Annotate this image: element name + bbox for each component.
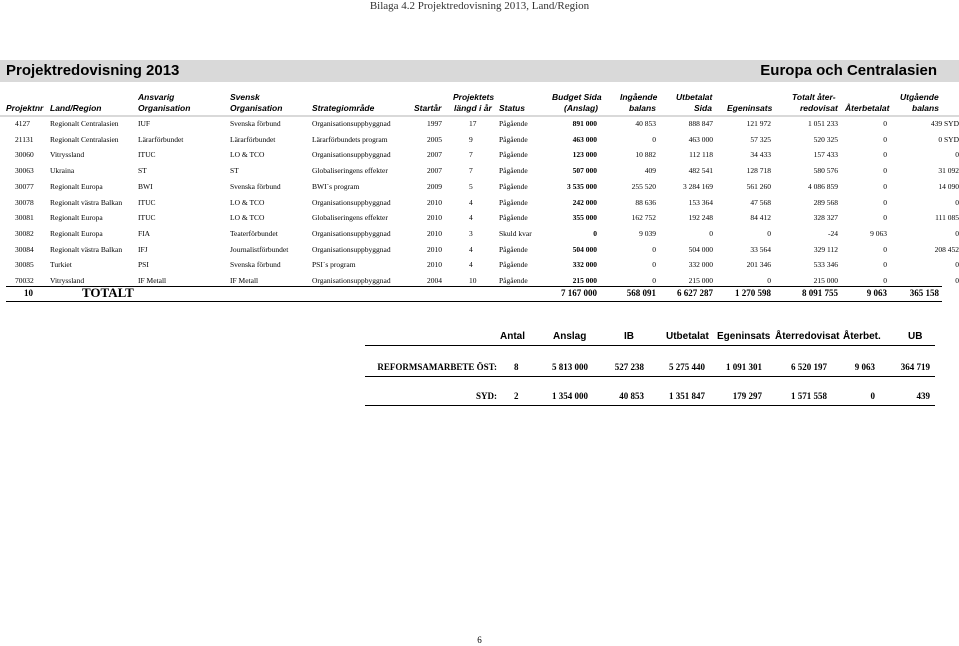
- cell-startar: 2010: [427, 260, 442, 270]
- cell-land-region: Regionalt Centralasien: [50, 119, 119, 128]
- header-strategiomrade: Strategiområde: [312, 103, 375, 113]
- header-totalt-2: redovisat: [800, 103, 838, 113]
- cell-svensk-organisation: IF Metall: [230, 276, 259, 285]
- cell-egeninsats: 201 346: [746, 260, 771, 270]
- total-utbetalat: 6 627 287: [677, 288, 713, 298]
- region-title: Europa och Centralasien: [760, 62, 937, 79]
- cell-strategiomrade: Globaliseringens effekter: [312, 166, 388, 176]
- cell-totalt-aterredovisat: 520 325: [813, 134, 838, 144]
- cell-budget: 463 000: [572, 134, 597, 144]
- cell-utgaende-balans: 0: [955, 150, 959, 160]
- cell-utbetalat: 888 847: [688, 119, 713, 128]
- cell-ansvarig: ITUC: [138, 150, 156, 160]
- summary-header-ib: IB: [624, 331, 634, 342]
- cell-ingaende-balans: 88 636: [635, 197, 656, 207]
- cell-svensk-organisation: Svenska förbund: [230, 181, 281, 191]
- summary-divider-middle: [365, 376, 935, 377]
- cell-projektnr: 30081: [15, 213, 34, 223]
- cell-langd: 3: [469, 228, 473, 238]
- cell-status: Pågående: [499, 166, 528, 176]
- cell-land-region: Regionalt Europa: [50, 228, 103, 238]
- header-projektnr: Projektnr: [6, 103, 44, 113]
- cell-egeninsats: 84 412: [750, 213, 771, 223]
- summary-header-aterbet: Återbet.: [843, 331, 881, 342]
- summary-header-egeninsats: Egeninsats: [717, 331, 771, 342]
- cell-svensk-organisation: ST: [230, 166, 239, 176]
- reform-egeninsats: 1 091 301: [726, 362, 762, 372]
- cell-projektnr: 30060: [15, 150, 34, 160]
- syd-anslag: 1 354 000: [552, 391, 588, 401]
- reform-utbetalat: 5 275 440: [669, 362, 705, 372]
- cell-ingaende-balans: 0: [652, 134, 656, 144]
- cell-budget: 504 000: [572, 244, 597, 254]
- cell-egeninsats: 121 972: [746, 119, 771, 128]
- cell-svensk-organisation: Svenska förbund: [230, 260, 281, 270]
- cell-ingaende-balans: 0: [652, 276, 656, 285]
- cell-ingaende-balans: 0: [652, 260, 656, 270]
- header-status: Status: [499, 103, 525, 113]
- cell-aterbetalat: 0: [883, 134, 887, 144]
- cell-startar: 2007: [427, 166, 442, 176]
- reform-aterredovisat: 6 520 197: [791, 362, 827, 372]
- header-land-region: Land/Region: [50, 103, 102, 113]
- summary-header-aterredovisat: Återredovisat: [775, 331, 840, 342]
- cell-ingaende-balans: 10 882: [635, 150, 656, 160]
- cell-projektnr: 30077: [15, 181, 34, 191]
- cell-utgaende-balans: 111 085: [935, 213, 959, 223]
- cell-egeninsats: 33 564: [750, 244, 771, 254]
- cell-totalt-aterredovisat: 157 433: [813, 150, 838, 160]
- cell-utgaende-balans: 0: [955, 228, 959, 238]
- cell-projektnr: 21131: [15, 134, 34, 144]
- cell-utbetalat: 112 118: [689, 150, 713, 160]
- header-utbetalat-2: Sida: [694, 103, 712, 113]
- cell-totalt-aterredovisat: 580 576: [813, 166, 838, 176]
- cell-strategiomrade: PSI´s program: [312, 260, 356, 270]
- cell-aterbetalat: 9 063: [870, 228, 887, 238]
- reform-anslag: 5 813 000: [552, 362, 588, 372]
- cell-startar: 2010: [427, 197, 442, 207]
- cell-utgaende-balans: 208 452: [934, 244, 959, 254]
- cell-land-region: Ukraina: [50, 166, 75, 176]
- cell-totalt-aterredovisat: 533 346: [813, 260, 838, 270]
- syd-antal: 2: [514, 391, 519, 401]
- cell-budget: 0: [593, 228, 597, 238]
- header-ingaende-1: Ingående: [620, 92, 658, 102]
- header-divider: [0, 115, 959, 117]
- cell-status: Pågående: [499, 119, 528, 128]
- header-svensk-2: Organisation: [230, 103, 283, 113]
- cell-land-region: Regionalt västra Balkan: [50, 244, 123, 254]
- report-title: Projektredovisning 2013: [6, 62, 180, 79]
- cell-budget: 242 000: [572, 197, 597, 207]
- cell-ingaende-balans: 162 752: [631, 213, 656, 223]
- cell-egeninsats: 47 568: [750, 197, 771, 207]
- cell-strategiomrade: Organisationsuppbyggnad: [312, 244, 391, 254]
- cell-ansvarig: BWI: [138, 181, 153, 191]
- cell-startar: 2010: [427, 213, 442, 223]
- syd-ib: 40 853: [619, 391, 644, 401]
- cell-budget: 891 000: [572, 119, 597, 128]
- cell-projektnr: 30078: [15, 197, 34, 207]
- header-utgaende-1: Utgående: [900, 92, 939, 102]
- cell-budget: 355 000: [572, 213, 597, 223]
- cell-aterbetalat: 0: [883, 150, 887, 160]
- cell-aterbetalat: 0: [883, 119, 887, 128]
- cell-svensk-organisation: LO & TCO: [230, 197, 265, 207]
- cell-ansvarig: ST: [138, 166, 147, 176]
- cell-ansvarig: IF Metall: [138, 276, 167, 285]
- syd-ub: 439: [916, 391, 930, 401]
- cell-ansvarig: FIA: [138, 228, 151, 238]
- summary-header-utbetalat: Utbetalat: [666, 331, 709, 342]
- cell-utbetalat: 482 541: [688, 166, 713, 176]
- cell-status: Pågående: [499, 213, 528, 223]
- reform-antal: 8: [514, 362, 519, 372]
- cell-utbetalat: 3 284 169: [683, 181, 713, 191]
- cell-startar: 2007: [427, 150, 442, 160]
- cell-aterbetalat: 0: [883, 181, 887, 191]
- cell-langd: 17: [469, 119, 477, 128]
- cell-utgaende-balans: 0 SYD: [938, 134, 959, 144]
- summary-header-antal: Antal: [500, 331, 525, 342]
- cell-langd: 7: [469, 150, 473, 160]
- reform-ub: 364 719: [900, 362, 930, 372]
- cell-startar: 2010: [427, 244, 442, 254]
- cell-ansvarig: ITUC: [138, 213, 156, 223]
- total-ib: 568 091: [626, 288, 656, 298]
- cell-utgaende-balans: 0: [955, 276, 959, 285]
- cell-strategiomrade: Organisationsuppbyggnad: [312, 197, 391, 207]
- cell-langd: 4: [469, 197, 473, 207]
- cell-ingaende-balans: 9 039: [639, 228, 656, 238]
- cell-startar: 2004: [427, 276, 442, 285]
- cell-egeninsats: 128 718: [746, 166, 771, 176]
- header-budget-2: (Anslag): [564, 103, 598, 113]
- cell-ansvarig: Lärarförbundet: [138, 134, 184, 144]
- reform-aterbet: 9 063: [854, 362, 875, 372]
- cell-totalt-aterredovisat: 328 327: [813, 213, 838, 223]
- cell-langd: 9: [469, 134, 473, 144]
- header-ansvarig-1: Ansvarig: [138, 92, 175, 102]
- cell-status: Pågående: [499, 181, 528, 191]
- cell-utbetalat: 504 000: [688, 244, 713, 254]
- cell-utgaende-balans: 0: [955, 260, 959, 270]
- cell-ansvarig: IUF: [138, 119, 151, 128]
- cell-status: Pågående: [499, 134, 528, 144]
- syd-egeninsats: 179 297: [732, 391, 762, 401]
- cell-egeninsats: 0: [767, 276, 771, 285]
- cell-startar: 2005: [427, 134, 442, 144]
- summary-header-anslag: Anslag: [553, 331, 587, 342]
- cell-strategiomrade: Organisationsuppbyggnad: [312, 228, 391, 238]
- cell-utgaende-balans: 0: [955, 197, 959, 207]
- cell-langd: 7: [469, 166, 473, 176]
- cell-svensk-organisation: LO & TCO: [230, 150, 265, 160]
- cell-ansvarig: IFJ: [138, 244, 148, 254]
- total-budget: 7 167 000: [561, 288, 597, 298]
- cell-utgaende-balans: 31 092: [938, 166, 959, 176]
- cell-ingaende-balans: 255 520: [631, 181, 656, 191]
- cell-status: Pågående: [499, 276, 528, 285]
- cell-langd: 10: [469, 276, 477, 285]
- cell-ansvarig: PSI: [138, 260, 149, 270]
- syd-aterredovisat: 1 571 558: [791, 391, 827, 401]
- header-svensk-1: Svensk: [230, 92, 260, 102]
- header-langd-1: Projektets: [453, 92, 495, 102]
- cell-svensk-organisation: Journalistförbundet: [230, 244, 289, 254]
- cell-startar: 2010: [427, 228, 442, 238]
- cell-projektnr: 70032: [15, 276, 34, 285]
- syd-utbetalat: 1 351 847: [669, 391, 705, 401]
- cell-ansvarig: ITUC: [138, 197, 156, 207]
- cell-projektnr: 30084: [15, 244, 34, 254]
- cell-aterbetalat: 0: [883, 213, 887, 223]
- cell-budget: 123 000: [572, 150, 597, 160]
- cell-projektnr: 30063: [15, 166, 34, 176]
- header-utbetalat-1: Utbetalat: [676, 92, 713, 102]
- cell-egeninsats: 561 260: [746, 181, 771, 191]
- cell-budget: 507 000: [572, 166, 597, 176]
- header-utgaende-2: balans: [912, 103, 939, 113]
- total-count: 10: [24, 288, 33, 298]
- cell-land-region: Regionalt västra Balkan: [50, 197, 123, 207]
- cell-strategiomrade: Organisationsuppbyggnad: [312, 276, 391, 285]
- cell-land-region: Vitryssland: [50, 150, 85, 160]
- cell-status: Pågående: [499, 244, 528, 254]
- cell-land-region: Vitryssland: [50, 276, 85, 285]
- cell-ingaende-balans: 0: [652, 244, 656, 254]
- total-totalt: 8 091 755: [802, 288, 838, 298]
- cell-svensk-organisation: Lärarförbundet: [230, 134, 276, 144]
- cell-totalt-aterredovisat: 4 086 859: [808, 181, 838, 191]
- header-totalt-1: Totalt åter-: [792, 92, 836, 102]
- cell-langd: 4: [469, 213, 473, 223]
- cell-egeninsats: 57 325: [750, 134, 771, 144]
- cell-svensk-organisation: Teaterförbundet: [230, 228, 278, 238]
- cell-aterbetalat: 0: [883, 244, 887, 254]
- cell-svensk-organisation: Svenska förbund: [230, 119, 281, 128]
- cell-egeninsats: 34 433: [750, 150, 771, 160]
- cell-strategiomrade: Globaliseringens effekter: [312, 213, 388, 223]
- cell-utbetalat: 215 000: [688, 276, 713, 285]
- cell-utbetalat: 192 248: [688, 213, 713, 223]
- cell-langd: 4: [469, 244, 473, 254]
- total-egeninsats: 1 270 598: [735, 288, 771, 298]
- cell-startar: 2009: [427, 181, 442, 191]
- cell-budget: 332 000: [572, 260, 597, 270]
- cell-totalt-aterredovisat: 329 112: [813, 244, 838, 254]
- cell-langd: 4: [469, 260, 473, 270]
- cell-strategiomrade: Organisationsuppbyggnad: [312, 119, 391, 128]
- header-ingaende-2: balans: [629, 103, 656, 113]
- cell-aterbetalat: 0: [883, 166, 887, 176]
- cell-utbetalat: 332 000: [688, 260, 713, 270]
- summary-divider-bottom: [365, 405, 935, 406]
- total-label: TOTALT: [82, 285, 134, 300]
- header-ansvarig-2: Organisation: [138, 103, 191, 113]
- header-budget-1: Budget Sida: [552, 92, 602, 102]
- cell-totalt-aterredovisat: 1 051 233: [808, 119, 838, 128]
- reform-label: REFORMSAMARBETE ÖST:: [377, 362, 497, 372]
- cell-strategiomrade: BWI´s program: [312, 181, 360, 191]
- cell-utgaende-balans: 439 SYD: [930, 119, 959, 128]
- cell-strategiomrade: Organisationsuppbyggnad: [312, 150, 391, 160]
- cell-projektnr: 4127: [15, 119, 30, 128]
- cell-utbetalat: 463 000: [688, 134, 713, 144]
- cell-ingaende-balans: 409: [644, 166, 656, 176]
- cell-aterbetalat: 0: [883, 260, 887, 270]
- cell-status: Pågående: [499, 150, 528, 160]
- header-aterbetalat: Återbetalat: [845, 103, 890, 113]
- cell-land-region: Regionalt Europa: [50, 181, 103, 191]
- header-egeninsats: Egeninsats: [727, 103, 773, 113]
- document-header: Bilaga 4.2 Projektredovisning 2013, Land/Region: [369, 0, 590, 12]
- summary-header-ub: UB: [908, 331, 923, 342]
- cell-status: Pågående: [499, 197, 528, 207]
- cell-strategiomrade: Lärarförbundets program: [312, 134, 388, 144]
- cell-status: Pågående: [499, 260, 528, 270]
- total-ub: 365 158: [909, 288, 939, 298]
- cell-egeninsats: 0: [767, 228, 771, 238]
- cell-svensk-organisation: LO & TCO: [230, 213, 265, 223]
- total-aterbetalat: 9 063: [866, 288, 887, 298]
- cell-totalt-aterredovisat: 215 000: [813, 276, 838, 285]
- header-langd-2: längd i år: [454, 103, 492, 113]
- cell-land-region: Regionalt Centralasien: [50, 134, 119, 144]
- cell-projektnr: 30082: [15, 228, 34, 238]
- header-startar: Startår: [414, 103, 442, 113]
- cell-utgaende-balans: 14 090: [938, 181, 959, 191]
- cell-budget: 215 000: [572, 276, 597, 285]
- cell-land-region: Regionalt Europa: [50, 213, 103, 223]
- cell-totalt-aterredovisat: 289 568: [813, 197, 838, 207]
- reform-ib: 527 238: [614, 362, 644, 372]
- cell-startar: 1997: [427, 119, 442, 128]
- cell-projektnr: 30085: [15, 260, 34, 270]
- syd-label: SYD:: [475, 391, 497, 401]
- syd-aterbet: 0: [870, 391, 875, 401]
- summary-divider-top: [365, 345, 935, 346]
- cell-budget: 3 535 000: [567, 181, 597, 191]
- cell-aterbetalat: 0: [883, 197, 887, 207]
- cell-utbetalat: 0: [709, 228, 713, 238]
- cell-totalt-aterredovisat: -24: [828, 228, 838, 238]
- cell-utbetalat: 153 364: [688, 197, 713, 207]
- cell-aterbetalat: 0: [883, 276, 887, 285]
- cell-ingaende-balans: 40 853: [635, 119, 656, 128]
- cell-langd: 5: [469, 181, 473, 191]
- cell-status: Skuld kvar: [499, 228, 532, 238]
- page-number: 6: [477, 635, 482, 645]
- cell-land-region: Turkiet: [50, 260, 72, 270]
